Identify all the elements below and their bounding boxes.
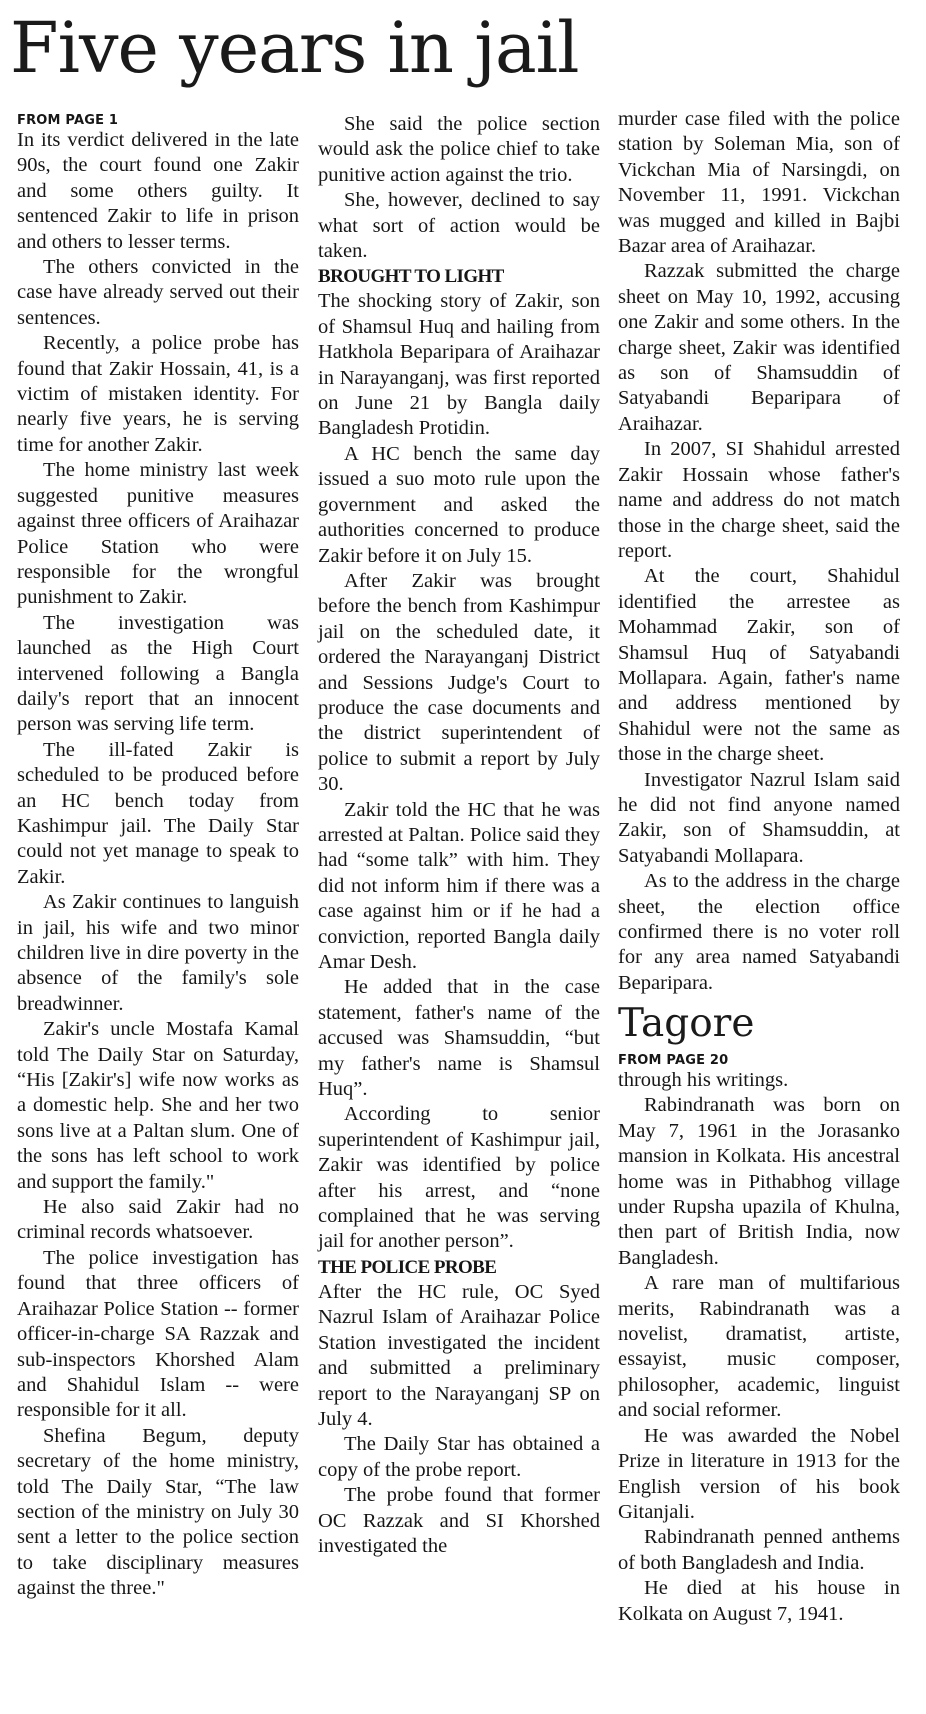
paragraph: Rabindranath penned anthems of both Bangladesh and India. [618, 1526, 900, 1574]
paragraph: He also said Zakir had no criminal records whatsoever. [17, 1196, 299, 1244]
paragraph: After the HC rule, OC Syed Nazrul Islam of Araihazar Police Station investigated the incident and submitted a preliminary report to the Narayanganj SP on July 4. [318, 1280, 600, 1430]
paragraph: She, however, declined to say what sort of action would be taken. [318, 189, 600, 263]
paragraph: Investigator Nazrul Islam said he did not find anyone named Zakir, son of Shamsuddin, at Satyabandi Mollapara. [618, 768, 900, 867]
paragraph: Zakir told the HC that he was arrested at Paltan. Police said they had “some talk” with him. They did not inform him if there was a case against him or if he had a conviction, reported Bangla daily Amar Desh. [318, 798, 600, 973]
paragraph: Zakir's uncle Mostafa Kamal told The Daily Star on Saturday, “His [Zakir's] wife now works as a domestic help. She and her two sons live at a Paltan slum. One of the sons has left school to work and support the family." [17, 1018, 299, 1193]
tagore-headline: Tagore [618, 1001, 755, 1046]
article-column-1 [17, 112, 299, 1602]
paragraph: At the court, Shahidul identified the arrestee as Mohammad Zakir, son of Shamsul Huq of Satyabandi Mollapara. Again, father's name and address mentioned by Shahidul were not the same as those in the charge sheet. [618, 565, 900, 766]
paragraph: According to senior superintendent of Kashimpur jail, Zakir was identified by police after his arrest, and “none complained that he was serving jail for another person”. [318, 1103, 600, 1253]
paragraph: In 2007, SI Shahidul arrested Zakir Hossain whose father's name and address do not match those in the charge sheet, said the report. [618, 438, 900, 562]
article-column-3 [618, 107, 900, 996]
tagore-story [618, 1001, 900, 1627]
paragraph: Recently, a police probe has found that Zakir Hossain, 41, is a victim of mistaken identity. For nearly five years, he is serving time for another Zakir. [17, 332, 299, 456]
article-column-2 [318, 112, 600, 1559]
paragraph: murder case filed with the police station by Soleman Mia, son of Vickchan Mia of Narsingdi, on November 11, 1991. Vickchan was mugged and killed in Bajbi Bazar area of Araihazar. [618, 108, 900, 258]
paragraph: He died at his house in Kolkata on August 7, 1941. [618, 1577, 900, 1625]
paragraph: The Daily Star has obtained a copy of the probe report. [318, 1433, 600, 1481]
paragraph: As to the address in the charge sheet, the election office confirmed there is no voter roll for any area named Satyabandi Beparipara. [618, 870, 900, 994]
tagore-column [618, 1054, 900, 1627]
paragraph: Razzak submitted the charge sheet on May 10, 1992, accusing one Zakir and some others. In the charge sheet, Zakir was identified as son of Shamsuddin of Satyabandi Beparipara of Araihazar. [618, 260, 900, 435]
paragraph: The others convicted in the case have already served out their sentences. [17, 256, 299, 329]
paragraph: She said the police section would ask the police chief to take punitive action against the trio. [318, 113, 600, 186]
paragraph: A HC bench the same day issued a suo moto rule upon the government and asked the authorities concerned to produce Zakir before it on July 15. [318, 442, 600, 567]
paragraph: He was awarded the Nobel Prize in literature in 1913 for the English version of his book Gitanjali. [618, 1424, 900, 1523]
paragraph: He added that in the case statement, father's name of the accused was Shamsuddin, “but my father's name is Shamsul Huq”. [318, 976, 600, 1101]
paragraph: As Zakir continues to languish in jail, his wife and two minor children live in dire poverty in the absence of the family's sole breadwinner. [17, 891, 299, 1015]
tagore-kicker: FROM PAGE 20 [618, 1053, 729, 1068]
paragraph: The probe found that former OC Razzak and SI Khorshed investigated the [318, 1484, 600, 1557]
paragraph: The home ministry last week suggested punitive measures against three officers of Araihazar Police Station who were responsible for the wrongful punishment to Zakir. [17, 459, 299, 609]
subhead-brought-to-light: BROUGHT TO LIGHT [318, 266, 504, 288]
paragraph: The ill-fated Zakir is scheduled to be produced before an HC bench today from Kashimpur jail. The Daily Star could not yet manage to speak to Zakir. [17, 738, 299, 888]
subhead-police-probe: THE POLICE PROBE [318, 1256, 497, 1278]
article-kicker: FROM PAGE 1 [17, 113, 119, 128]
paragraph: A rare man of multifarious merits, Rabindranath was a novelist, dramatist, artiste, essayist, music composer, philosopher, academic, linguist and social reformer. [618, 1272, 900, 1422]
paragraph: The shocking story of Zakir, son of Shamsul Huq and hailing from Hatkhola Beparipara of Araihazar in Narayanganj, was first reported on June 21 by Bangla daily Bangladesh Protidin. [318, 290, 600, 440]
article-headline: Five years in jail [10, 7, 579, 89]
paragraph: The police investigation has found that three officers of Araihazar Police Station -- former officer-in-charge SA Razzak and sub-inspectors Khorshed Alam and Shahidul Islam -- were responsible for it all. [17, 1246, 299, 1422]
paragraph: After Zakir was brought before the bench from Kashimpur jail on the scheduled date, it ordered the Narayanganj District and Sessions Judge's Court to produce the case documents and the district superintendent of police to submit a report by July 30. [318, 569, 600, 796]
paragraph: The investigation was launched as the High Court intervened following a Bangla daily's report that an innocent person was serving life term. [17, 611, 299, 736]
paragraph: Rabindranath was born on May 7, 1961 in the Jorasanko mansion in Kolkata. His ancestral home was in Pithabhog village under Rupsha upazila of Khulna, then part of British India, now Bangladesh. [618, 1094, 900, 1269]
paragraph: Shefina Begum, deputy secretary of the home ministry, told The Daily Star, “The law section of the ministry on July 30 sent a letter to the police section to take disciplinary measures against the three." [17, 1424, 299, 1600]
paragraph: through his writings. [618, 1069, 789, 1091]
paragraph: In its verdict delivered in the late 90s, the court found one Zakir and some others guilty. It sentenced Zakir to life in prison and others to lesser terms. [17, 129, 299, 253]
